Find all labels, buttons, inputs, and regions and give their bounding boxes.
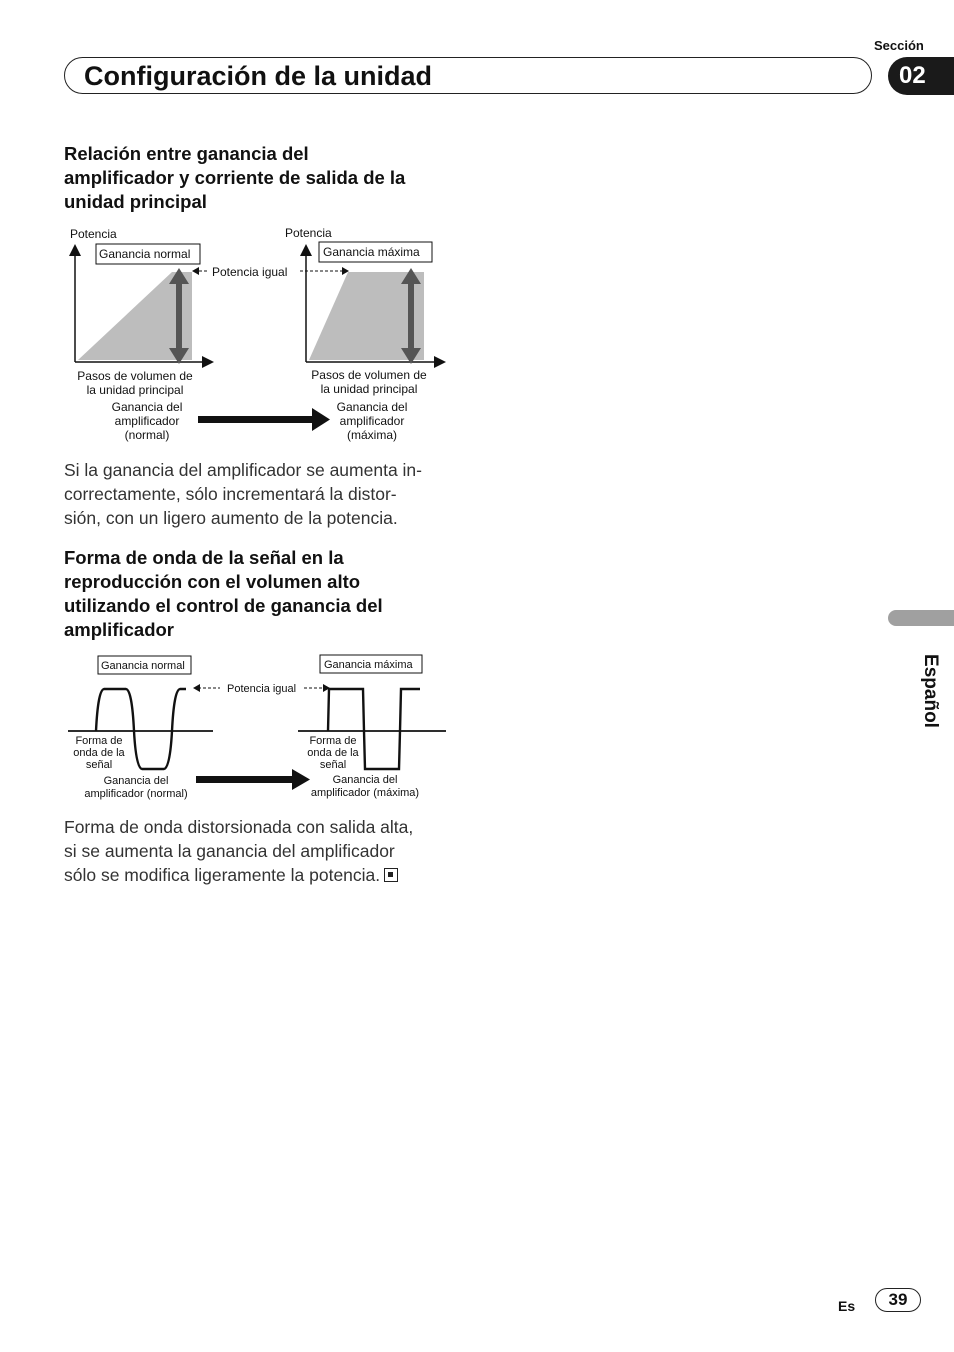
gain-normal-line: (normal): [124, 428, 170, 442]
x-axis-label-line: Pasos de volumen de: [311, 368, 427, 382]
language-code: Es: [838, 1298, 856, 1314]
gain-power-diagram: [60, 222, 460, 452]
max-gain-label: Ganancia máxima: [323, 245, 420, 259]
power-area-max: [309, 272, 424, 360]
gain-max-line: Ganancia del: [336, 400, 408, 414]
waveform-diagram: [60, 650, 460, 805]
heading-line: unidad principal: [64, 191, 207, 212]
x-axis-label-line: Pasos de volumen de: [77, 369, 193, 383]
language-tab: [888, 610, 954, 626]
gain-max-line: Ganancia del: [332, 774, 398, 786]
heading-line: Forma de onda de la señal en la: [64, 547, 344, 568]
waveform-label-line: Forma de: [75, 735, 123, 747]
transition-arrow-shaft: [196, 776, 296, 783]
heading-line: Relación entre ganancia del: [64, 143, 309, 164]
body-line: si se aumenta la ganancia del amplificador: [64, 841, 395, 861]
equal-power-arrow-left-icon: [192, 267, 199, 275]
equal-power-label: Potencia igual: [227, 683, 297, 695]
gain-normal-line: Ganancia del: [103, 775, 169, 787]
body-line-text: sólo se modifica ligeramente la potencia.: [64, 865, 381, 885]
equal-power-arrow-left-icon: [193, 684, 200, 692]
heading-line: reproducción con el volumen alto: [64, 571, 361, 592]
language-label: Español: [920, 654, 941, 728]
transition-arrow-icon: [292, 769, 310, 790]
transition-arrow-shaft: [198, 416, 318, 423]
body-line: correctamente, sólo incrementará la distor-: [64, 484, 397, 504]
section2-body: [64, 815, 456, 887]
normal-gain-label: Ganancia normal: [101, 660, 185, 672]
y-axis-label-right: Potencia: [285, 226, 332, 240]
x-axis-label-line: la unidad principal: [86, 383, 184, 397]
section1-body: [64, 458, 456, 530]
section-label: Sección: [874, 38, 924, 53]
waveform-label-line: onda de la: [73, 747, 125, 759]
body-line: Forma de onda distorsionada con salida alta,: [64, 817, 414, 837]
body-line: [64, 863, 456, 887]
gain-max-line: amplificador: [339, 414, 405, 428]
section-number: 02: [899, 62, 926, 89]
transition-arrow-icon: [312, 408, 330, 431]
equal-power-label: Potencia igual: [212, 265, 288, 279]
heading-line: amplificador: [64, 619, 174, 640]
gain-normal-line: amplificador: [114, 414, 180, 428]
gain-normal-line: Ganancia del: [111, 400, 183, 414]
normal-gain-label: Ganancia normal: [99, 247, 191, 261]
max-gain-label: Ganancia máxima: [324, 659, 413, 671]
y-axis-label-left: Potencia: [70, 227, 117, 241]
heading-line: utilizando el control de ganancia del: [64, 595, 383, 616]
x-axis-label-line: la unidad principal: [320, 382, 418, 396]
waveform-label-line: señal: [319, 759, 347, 771]
page-number: 39: [888, 1290, 908, 1309]
power-area-normal: [78, 272, 192, 360]
end-of-section-icon: [384, 868, 398, 882]
waveform-label-line: onda de la: [307, 747, 359, 759]
heading-line: amplificador y corriente de salida de la: [64, 167, 406, 188]
gain-normal-line: amplificador (normal): [84, 788, 188, 800]
body-line: Si la ganancia del amplificador se aumenta in-: [64, 460, 422, 480]
waveform-label-line: Forma de: [309, 735, 357, 747]
page-title: Configuración de la unidad: [84, 61, 433, 91]
waveform-label-line: señal: [85, 759, 113, 771]
section2-heading: [64, 546, 464, 642]
gain-max-line: amplificador (máxima): [310, 787, 420, 799]
section1-heading: [64, 142, 464, 214]
gain-max-line: (máxima): [347, 428, 397, 442]
body-line: sión, con un ligero aumento de la potencia.: [64, 508, 398, 528]
